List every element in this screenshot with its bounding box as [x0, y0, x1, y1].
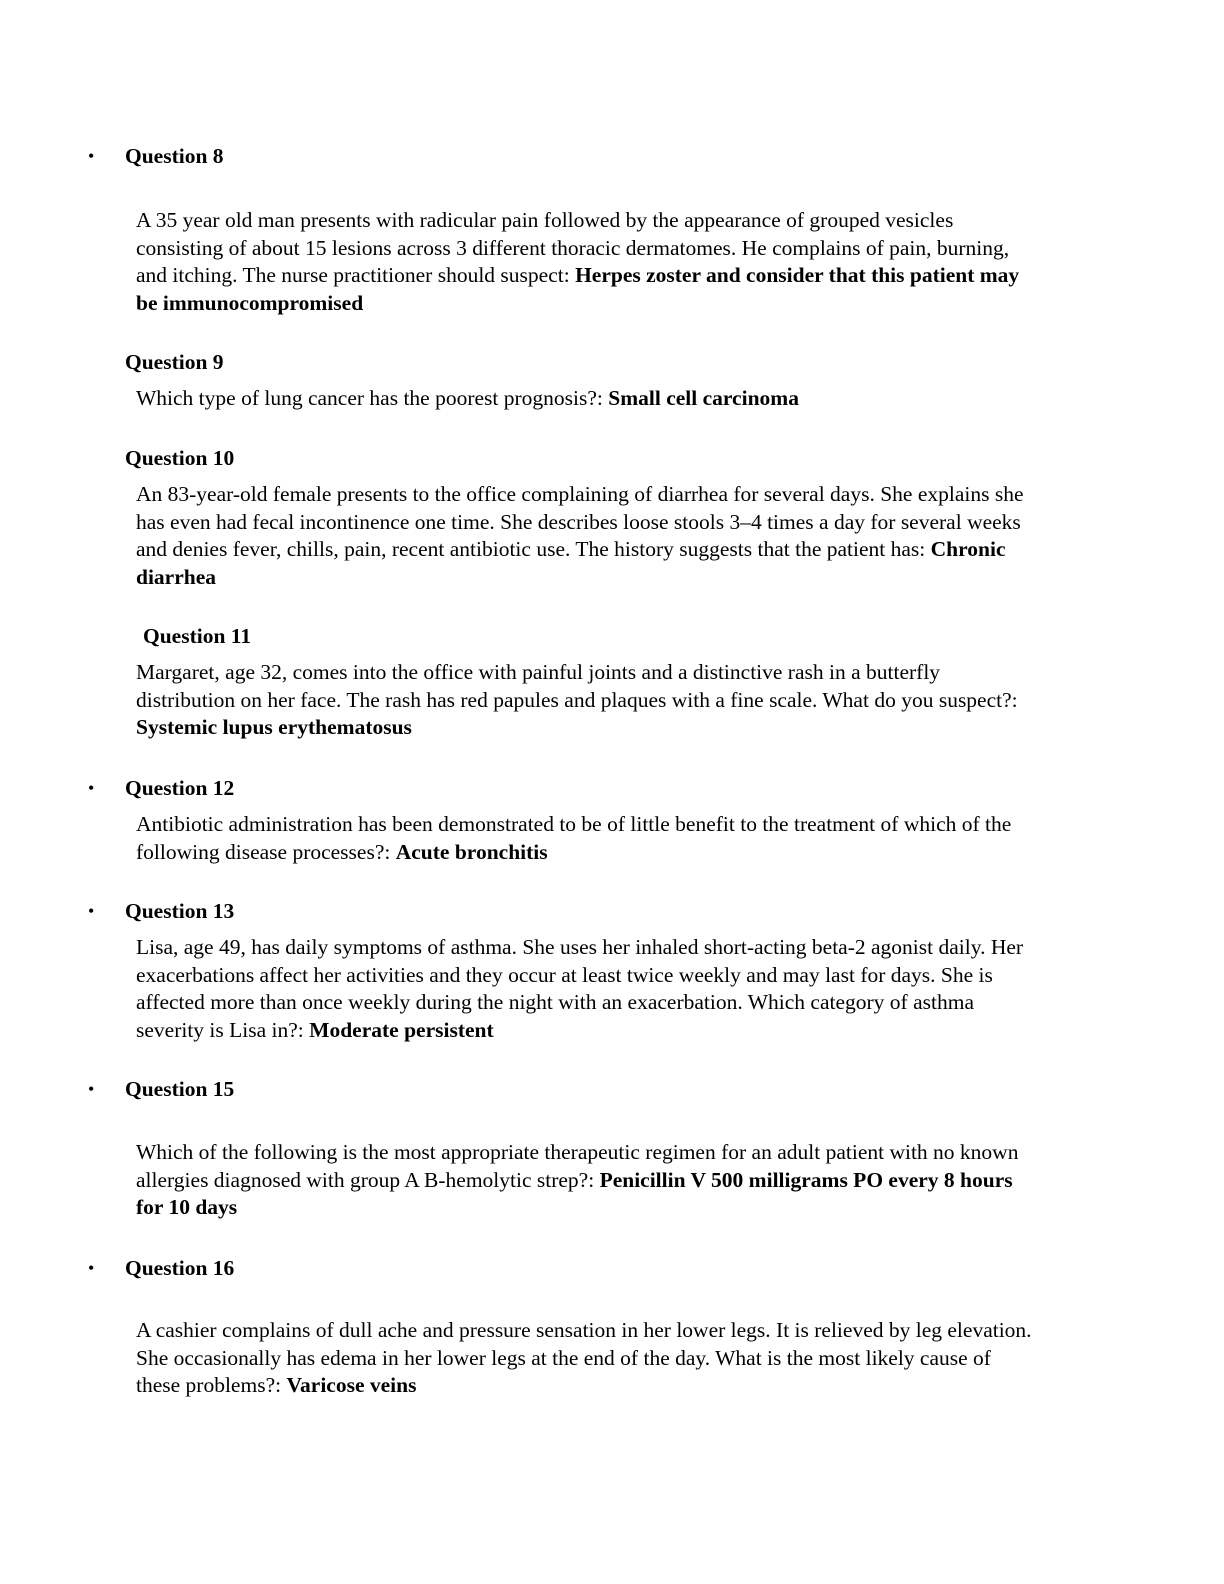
question-answer: Varicose veins	[286, 1373, 417, 1397]
question-body	[136, 385, 1036, 413]
question-heading: Question 9	[125, 350, 224, 374]
question-text: Which type of lung cancer has the poorest prognosis?:	[136, 386, 609, 410]
question-heading: Question 12	[125, 776, 235, 800]
question-text: A 35 year old man presents with radicular pain followed by the appearance of grouped vesicles consisting of about 15 lesions across 3 different thoracic dermatomes. He complains of pain, burning, and itching. The nurse practitioner should suspect:	[136, 208, 1010, 287]
question-answer: Systemic lupus erythematosus	[136, 715, 412, 739]
question-answer: Chronic diarrhea	[136, 537, 1006, 589]
question-body	[136, 811, 1036, 866]
bullet-icon: •	[88, 901, 95, 921]
question-body	[136, 1317, 1036, 1400]
question-text: Lisa, age 49, has daily symptoms of asthma. She uses her inhaled short-acting beta-2 agonist daily. Her exacerbations affect her activities and they occur at least twice weekly and may last for days. She is affected more than once weekly during the night with an exacerbation. Which category of asthma severity is Lisa in?:	[136, 935, 1024, 1042]
bullet-icon: •	[88, 146, 95, 166]
question-text: Which of the following is the most appropriate therapeutic regimen for an adult patient with no known allergies diagnosed with group A B-hemolytic strep?:	[136, 1140, 1019, 1192]
question-body	[136, 481, 1036, 591]
question-text: Antibiotic administration has been demonstrated to be of little benefit to the treatment of which of the following disease processes?:	[136, 812, 1012, 864]
bullet-icon: •	[88, 1258, 95, 1278]
question-heading: Question 8	[125, 144, 224, 168]
bullet-icon: •	[88, 1079, 95, 1099]
question-answer: Penicillin V 500 milligrams PO every 8 hours for 10 days	[136, 1167, 1013, 1219]
question-answer: Acute bronchitis	[395, 839, 548, 864]
question-heading: Question 10	[125, 446, 235, 470]
question-heading: Question 15	[125, 1077, 235, 1101]
question-heading: Question 16	[125, 1256, 235, 1280]
bullet-icon: •	[88, 778, 95, 798]
question-text: A cashier complains of dull ache and pressure sensation in her lower legs. It is relieved by leg elevation. She occasionally has edema in her lower legs at the end of the day. What is the most likely cause of these problems?:	[136, 1318, 1032, 1397]
question-body	[136, 659, 1036, 742]
question-heading: Question 13	[125, 899, 235, 923]
question-answer: Small cell carcinoma	[608, 386, 799, 410]
question-text: Margaret, age 32, comes into the office with painful joints and a distinctive rash in a butterfly distribution on her face. The rash has red papules and plaques with a fine scale. What do you suspect?:	[136, 660, 1018, 712]
question-answer: Herpes zoster and consider that this patient may be immunocompromised	[136, 263, 1020, 315]
question-answer: Moderate persistent	[309, 1017, 494, 1042]
question-text: An 83-year-old female presents to the office complaining of diarrhea for several days. She explains she has even had fecal incontinence one time. She describes loose stools 3–4 times a day for several weeks and denies fever, chills, pain, recent antibiotic use. The history suggests that the patient has:	[136, 482, 1024, 561]
question-body	[136, 934, 1036, 1044]
question-body	[136, 1139, 1036, 1222]
question-body	[136, 207, 1036, 317]
question-heading: Question 11	[143, 624, 252, 648]
